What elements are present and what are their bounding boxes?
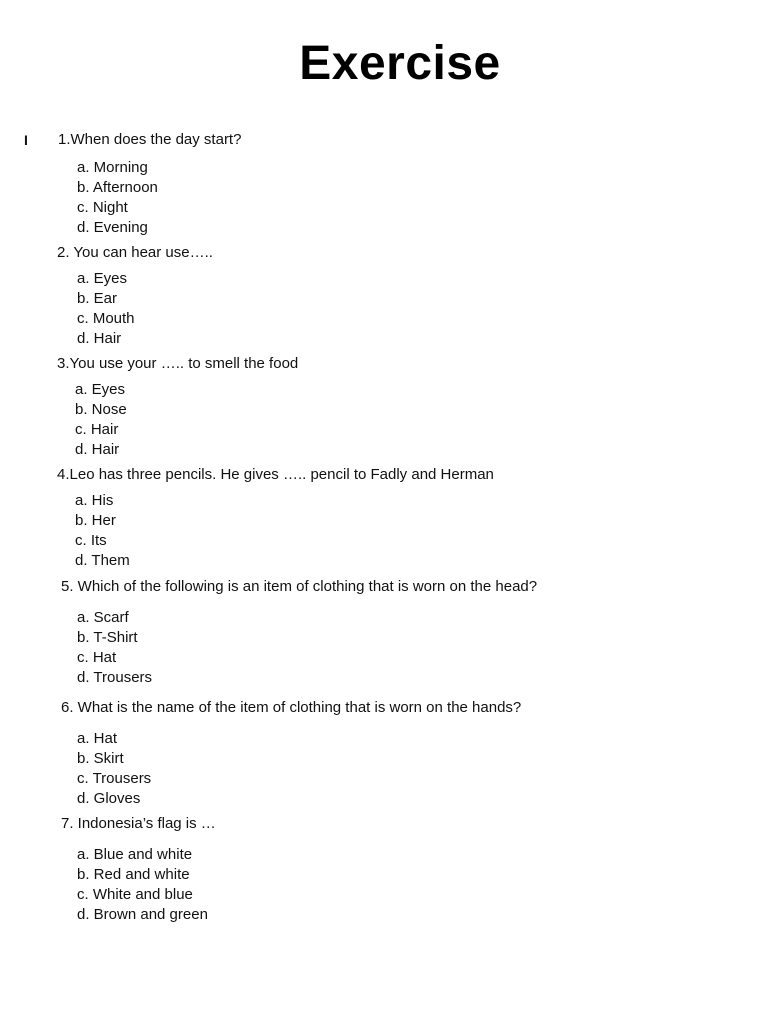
question-text: 4.Leo has three pencils. He gives ….. pencil to Fadly and Herman (57, 466, 494, 483)
option-list (75, 380, 127, 460)
option-c: c. White and blue (77, 886, 193, 903)
option-a: a. Eyes (75, 381, 126, 398)
page-title: Exercise (299, 37, 501, 90)
question-text: 2. You can hear use….. (57, 244, 213, 261)
option-list (77, 608, 152, 688)
option-d: d. Brown and green (77, 906, 208, 923)
option-c: c. Hair (75, 421, 119, 438)
option-b: b. T-Shirt (77, 629, 138, 646)
question-text: 1.When does the day start? (58, 131, 242, 148)
option-c: c. Trousers (77, 770, 152, 787)
question-text: 7. Indonesia’s flag is … (61, 815, 216, 832)
option-d: d. Trousers (77, 669, 153, 686)
option-b: b. Skirt (77, 750, 124, 767)
option-d: d. Evening (77, 219, 148, 236)
option-a: a. Morning (77, 159, 148, 176)
option-list (77, 729, 151, 809)
option-c: c. Its (75, 532, 107, 549)
option-c: c. Night (77, 199, 128, 216)
option-b: b. Ear (77, 290, 118, 307)
option-d: d. Them (75, 552, 130, 569)
option-b: b. Afternoon (77, 179, 158, 196)
option-d: d. Hair (75, 441, 120, 458)
question-text: 5. Which of the following is an item of clothing that is worn on the head? (61, 578, 538, 595)
option-list (77, 269, 135, 349)
margin-mark: I (24, 132, 28, 148)
option-d: d. Gloves (77, 790, 141, 807)
option-a: a. Blue and white (77, 846, 193, 863)
option-a: a. His (75, 492, 114, 509)
option-a: a. Eyes (77, 270, 128, 287)
option-list (77, 845, 208, 925)
option-a: a. Hat (77, 730, 118, 747)
option-c: c. Mouth (77, 310, 135, 327)
option-b: b. Nose (75, 401, 127, 418)
option-d: d. Hair (77, 330, 122, 347)
option-list (77, 158, 158, 238)
option-b: b. Her (75, 512, 116, 529)
option-b: b. Red and white (77, 866, 190, 883)
option-c: c. Hat (77, 649, 117, 666)
question-text: 3.You use your ….. to smell the food (57, 355, 299, 372)
option-list (75, 491, 130, 571)
question-text: 6. What is the name of the item of clothing that is worn on the hands? (61, 699, 522, 716)
option-a: a. Scarf (77, 609, 129, 626)
